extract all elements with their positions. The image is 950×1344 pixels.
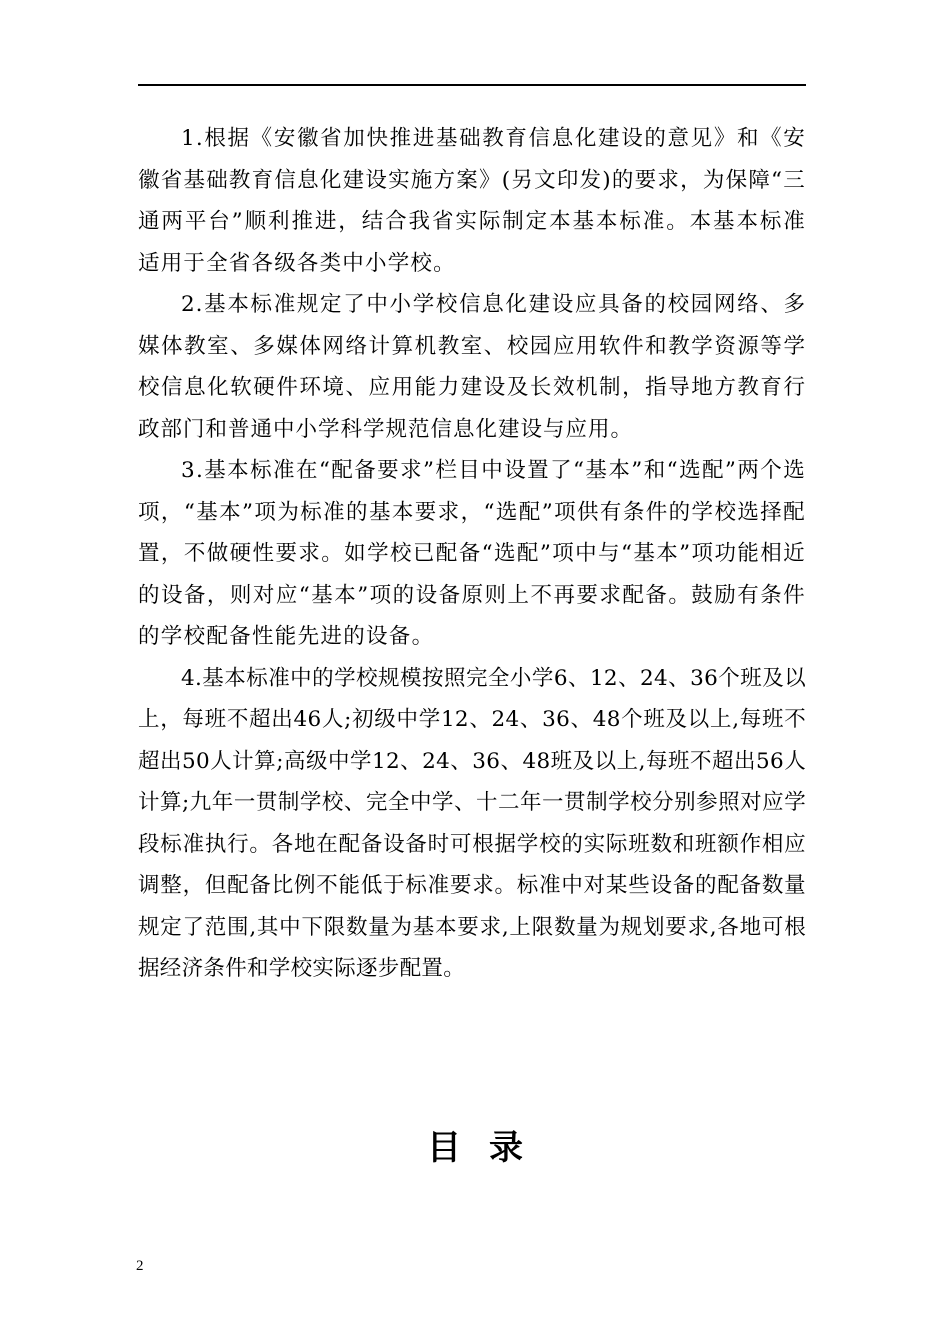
body-text <box>138 118 806 990</box>
page-number: 2 <box>136 1258 144 1274</box>
paragraph-3: 3.基本标准在“配备要求”栏目中设置了“基本”和“选配”两个选项，“基本”项为标准的基本要求，“选配”项供有条件的学校选择配置，不做硬性要求。如学校已配备“选配”项中与“基本”项功能相近的设备，则对应“基本”项的设备原则上不再要求配备。鼓励有条件的学校配备性能先进的设备。 <box>138 458 806 649</box>
toc-title: 目录 <box>427 1128 551 1168</box>
paragraph-2: 2.基本标准规定了中小学校信息化建设应具备的校园网络、多媒体教室、多媒体网络计算机教室、校园应用软件和教学资源等学校信息化软硬件环境、应用能力建设及长效机制，指导地方教育行政部门和普通中小学科学规范信息化建设与应用。 <box>138 292 806 442</box>
paragraph-4: 4.基本标准中的学校规模按照完全小学6、12、24、36个班及以上，每班不超出46人;初级中学12、24、36、48个班及以上,每班不超出50人计算;高级中学12、24、36、48班及以上,每班不超出56人计算;九年一贯制学校、完全中学、十二年一贯制学校分别参照对应学段标准执行。各地在配备设备时可根据学校的实际班数和班额作相应调整，但配备比例不能低于标准要求。标准中对某些设备的配备数量规定了范围,其中下限数量为基本要求,上限数量为规划要求,各地可根据经济条件和学校实际逐步配置。 <box>138 665 806 981</box>
header-rule <box>138 84 806 86</box>
paragraph-1: 1.根据《安徽省加快推进基础教育信息化建设的意见》和《安徽省基础教育信息化建设实施方案》(另文印发)的要求，为保障“三通两平台”顺利推进，结合我省实际制定本基本标准。本基本标准适用于全省各级各类中小学校。 <box>138 126 806 276</box>
